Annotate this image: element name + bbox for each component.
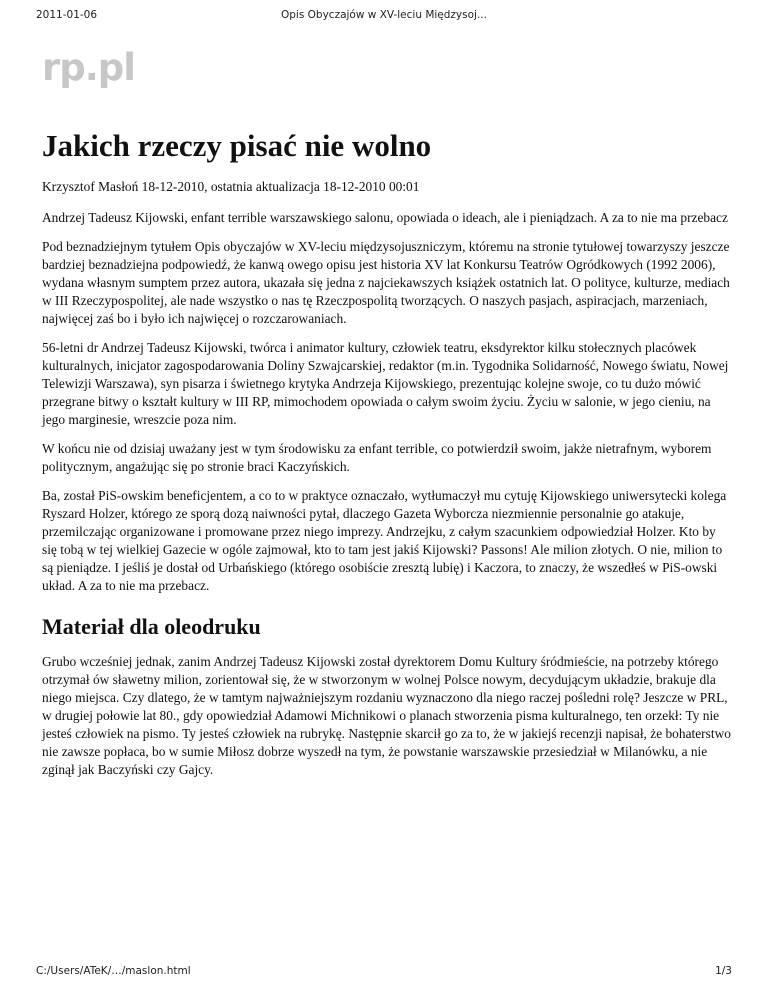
page-number: 1/3	[715, 965, 732, 977]
print-title: Opis Obyczajów w XV-leciu Międzysoj...	[281, 9, 487, 21]
print-date: 2011-01-06	[36, 9, 98, 21]
article	[42, 126, 732, 790]
article-paragraph: Ba, został PiS-owskim beneficjentem, a co to w praktyce oznaczało, wytłumaczył mu cytuję Kijowskiego uniwersytecki kolega Ryszard Holzer, którego ze sporą dozą naiwności pytał, dlaczego Gazeta Wyborcza niezmiennie personalnie go atakuje, przemilczając organizowane i promowane przez niego imprezy. Andrzejku, z całym szacunkiem odpowiedział Holzer. Kto by się tobą w tej wielkiej Gazecie w ogóle zajmował, kto to tam jest jakiś Kijowski? Passons! Ale milion złotych. O nie, milion to są pieniądze. I jeśliś je dostał od Urbańskiego (którego osobiście zresztą lubię) i Kaczora, to znaczy, że wszedłeś w PiS-owski układ. A za to nie ma przebacz.	[42, 488, 727, 593]
rp-logo[interactable]: rp.pl	[42, 46, 135, 89]
article-paragraph: 56-letni dr Andrzej Tadeusz Kijowski, twórca i animator kultury, człowiek teatru, eksdyrektor kilku stołecznych placówek kulturalnych, inicjator zagospodarowania Doliny Szwajcarskiej, redaktor (m.in. Tygodnika Solidarność, Nowego światu, Nowej Telewizji Warszawa), syn pisarza i świetnego krytyka Andrzeja Kijowskiego, prezentując kolejne swoje, co tu dużo mówić przegrane bitwy o kształt kultury w III RP, mimochodem opowiada o całym swoim życiu. Życiu w salonie, w jego cieniu, na jego marginesie, wreszcie poza nim.	[42, 340, 729, 427]
article-byline: Krzysztof Masłoń 18-12-2010, ostatnia aktualizacja 18-12-2010 00:01	[42, 179, 420, 194]
section-paragraph: Grubo wcześniej jednak, zanim Andrzej Tadeusz Kijowski został dyrektorem Domu Kultury śródmieście, na potrzeby którego otrzymał ów sławetny milion, zorientował się, że w stworzonym w wolnej Polsce nowym, decydującym układzie, brakuje dla niego miejsca. Czy dlatego, że w tamtym najważniejszym rozdaniu wyznaczono dla niego raczej pośledni rolę? Jeszcze w PRL, w drugiej połowie lat 80., gdy opowiedział Adamowi Michnikowi o planach stworzenia pisma kulturalnego, ten orzekł: Ty nie jesteś człowiek na pismo. Ty jesteś człowiek na rubrykę. Następnie skarcił go za to, że w jakiejś recenzji napisał, że bohaterstwo nie zawsze popłaca, bo w sumie Miłosz dobrze wyszedł na tym, że powstanie warszawskie przesiedział w Milanówku, a nie zginął jak Baczyński czy Gajcy.	[42, 654, 731, 777]
print-header	[0, 9, 768, 25]
article-title: Jakich rzeczy pisać nie wolno	[42, 128, 432, 163]
file-path: C:/Users/ATeK/…/maslon.html	[36, 965, 191, 977]
section-heading: Materiał dla oleodruku	[42, 614, 261, 639]
article-paragraph: W końcu nie od dzisiaj uważany jest w tym środowisku za enfant terrible, co potwierdził swoim, jakże nietrafnym, wyborem politycznym, angażując się po stronie braci Kaczyńskich.	[42, 441, 712, 474]
article-paragraph: Pod beznadziejnym tytułem Opis obyczajów w XV-leciu międzysojuszniczym, któremu na stronie tytułowej towarzyszy jeszcze bardziej beznadziejna podpowiedź, że kanwą owego opisu jest historia XV lat Konkursu Teatrów Ogródkowych (1992 2006), wydana własnym sumptem przez autora, ukazała się jedna z najciekawszych książek ostatnich lat. O polityce, kulturze, mediach w III Rzeczypospolitej, ale nade wszystko o nas tę Rzeczpospolitą tworzących. O naszych pasjach, aspiracjach, marzeniach, najwięcej zaś bo i było ich najwięcej o rozczarowaniach.	[42, 239, 730, 326]
print-footer	[0, 965, 768, 981]
article-lead: Andrzej Tadeusz Kijowski, enfant terrible warszawskiego salonu, opowiada o ideach, ale i pieniądzach. A za to nie ma przebacz	[42, 210, 728, 225]
